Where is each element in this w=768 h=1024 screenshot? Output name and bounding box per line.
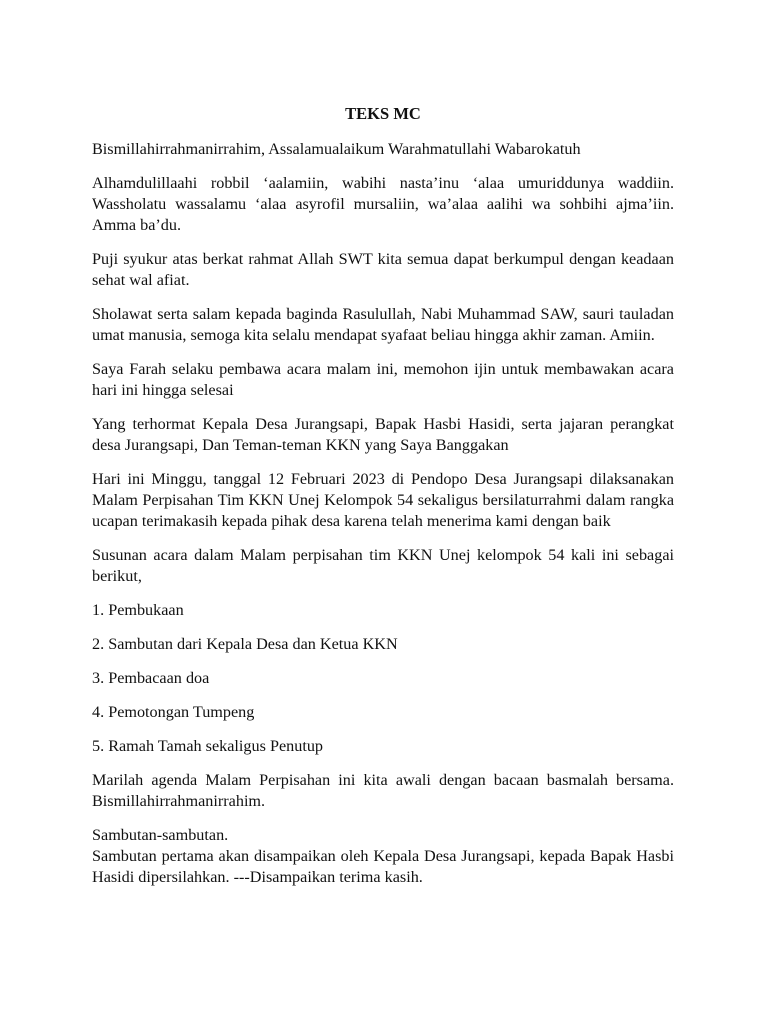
document-page (92, 103, 674, 888)
agenda-item: 5. Ramah Tamah sekaligus Penutup (92, 737, 324, 755)
paragraph-salam: Bismillahirrahmanirrahim, Assalamualaikum Warahmatullahi Wabarokatuh (92, 140, 581, 158)
paragraph-syukur: Puji syukur atas berkat rahmat Allah SWT kita semua dapat berkumpul dengan keadaan sehat wal afiat. (92, 250, 674, 289)
sambutan-heading: Sambutan-sambutan. (92, 826, 229, 844)
paragraph-basmalah: Marilah agenda Malam Perpisahan ini kita awali dengan bacaan basmalah bersama. Bismillahirrahmanirrahim. (92, 771, 674, 810)
paragraph-susunan-acara: Susunan acara dalam Malam perpisahan tim KKN Unej kelompok 54 kali ini sebagai berikut, (92, 546, 674, 585)
agenda-item: 3. Pembacaan doa (92, 669, 210, 687)
paragraph-hari-ini: Hari ini Minggu, tanggal 12 Februari 2023 di Pendopo Desa Jurangsapi dilaksanakan Malam Perpisahan Tim KKN Unej Kelompok 54 sekaligus bersilaturrahmi dalam rangka ucapan terimakasih kepada pihak desa karena telah menerima kami dengan baik (92, 470, 674, 530)
document-title: TEKS MC (345, 104, 421, 123)
paragraph-yang-terhormat: Yang terhormat Kepala Desa Jurangsapi, Bapak Hasbi Hasidi, serta jajaran perangkat desa Jurangsapi, Dan Teman-teman KKN yang Saya Banggakan (92, 415, 674, 454)
paragraph-pembawa-acara: Saya Farah selaku pembawa acara malam ini, memohon ijin untuk membawakan acara hari ini hingga selesai (92, 360, 674, 399)
agenda-item: 4. Pemotongan Tumpeng (92, 703, 255, 721)
paragraph-sambutan: Sambutan pertama akan disampaikan oleh Kepala Desa Jurangsapi, kepada Bapak Hasbi Hasidi dipersilahkan. ---Disampaikan terima kasih. (92, 847, 674, 886)
paragraph-hamdalah: Alhamdulillaahi robbil ‘aalamiin, wabihi nasta’inu ‘alaa umuriddunya waddiin. Wassholatu wassalamu ‘alaa asyrofil mursaliin, wa’alaa aalihi wa sohbihi ajma’iin. Amma ba’du. (92, 174, 674, 234)
paragraph-sholawat: Sholawat serta salam kepada baginda Rasulullah, Nabi Muhammad SAW, sauri tauladan umat manusia, semoga kita selalu mendapat syafaat beliau hingga akhir zaman. Amiin. (92, 305, 674, 344)
agenda-item: 2. Sambutan dari Kepala Desa dan Ketua KKN (92, 635, 398, 653)
agenda-item: 1. Pembukaan (92, 601, 184, 619)
